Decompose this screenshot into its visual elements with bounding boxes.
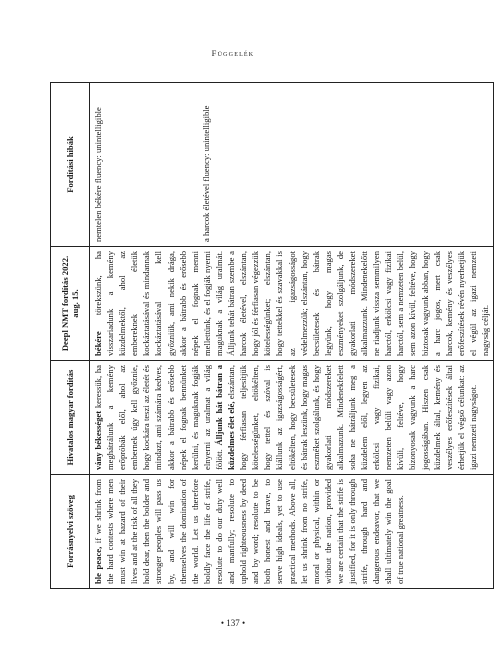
cell-translation-errors	[90, 83, 494, 247]
header-official-translation: Hivatalos magyar fordítás	[51, 361, 90, 475]
cell-source-text	[90, 475, 494, 589]
source-lead: ble peace,	[93, 546, 103, 584]
official-lead-2: Álljunk hát bátran a küzdelmes élet elé,	[213, 365, 237, 470]
deepl-body: törekszünk, ha visszariadunk a kemény küzdelmektől, ahol az embereknek életük kockáztatásával és mindannak kockáztatásával kell győzniük, ami nekik drága, akkor a bátrabb és erősebb népek el fognak menni mellettünk, és el fogják nyerni maguknak a világ uralmát. Álljunk tehát bátran szembe a harcok életével, elszántan, hogy jól és férfiasan végezzük kötelességünket; elszántan, hogy tettekkel és szavakkal is az igazságosságot védelmezzük; elszántan, hogy becsületesek és bátrak legyünk, hogy magas eszményeket szolgáljunk, de gyakorlati módszereket alkalmazzunk. Mindenekelőtt ne riadjunk vissza semmilyen harctól, erkölcsi vagy fizikai harctól, sem a nemzeten belül, sem azon kívül, feltéve, hogy biztosak vagyunk abban, hogy a harc jogos, mert csak harcok, kemény és veszélyes erőfeszítések révén nyerhetjük el végül az igazi nemzeti nagyság célját.	[93, 251, 490, 356]
rotated-table-container	[50, 83, 490, 589]
cell-deepl-translation	[90, 247, 494, 361]
page-number: • 137 •	[220, 618, 246, 628]
cell-official-translation	[90, 361, 494, 475]
header-deepl-translation: Deepl NMT fordítás 2022. aug. 15.	[51, 247, 90, 361]
source-body: if we shrink from the hard contests where men must win at hazard of their lives and at the risk of all they hold dear, then the bolder and stronger peoples will pass us by, and will win for themselves the domination of the world. Let us therefore boldly face the life of strife, resolute to do our duty well and manfully; resolute to uphold righteousness by deed and by word; resolute to be both honest and brave, to serve high ideals, yet to use practical methods. Above all, let us shrink from no strife, moral or physical, within or without the nation, provided we are certain that the strife is justified, for it is only through strife, through hard and dangerous endeavor, that we shall ultimately win the goal of true national greatness.	[93, 479, 406, 584]
table-header-row	[51, 83, 90, 589]
header-source-text: Forrásnyelvi szöveg	[51, 475, 90, 589]
error-note-1: nemtelen békére fluency: unintelligible	[93, 107, 103, 242]
header-translation-errors: Fordítási hibák	[51, 83, 90, 247]
table-row	[90, 83, 494, 589]
official-body-2: elszántan, hogy férfiasan teljesítjük kötelességünket, eltökélten, hogy tettel és szóval is kiállunk az igazságosságért, eltökélten, hogy becsületesek és bátrak leszünk, hogy magas eszméket szolgálunk, és hogy gyakorlati módszereket alkalmazunk. Mindenekfelett soha ne hátráljunk meg a küzdelem elől, legyen az erkölcsi vagy fizikai, nemzeten belüli vagy azon kívüli, feltéve, hogy bizonyosak vagyunk a harc jogosságában. Hiszen csak küzdelmek által, kemény és veszélyes erőfeszítések által érhetjük el végső célunkat: az igazi nemzeti nagyságot.	[226, 365, 478, 470]
comparison-table	[50, 82, 494, 589]
running-header: Függelék	[211, 48, 255, 58]
deepl-lead: békére	[93, 331, 103, 356]
error-note-2: a harcok életével fluency: unintelligible	[201, 105, 212, 242]
official-lead-1: vány békességet	[93, 410, 103, 470]
official-body-1: keressük, ha meghátrálunk a kemény erőpróbák elől, ahol az embernek úgy kell győznie, hogy kockára teszi az életét és mindazt, ami számára kedves, akkor a bátrabb és erősebb népek el fognak bennünket kerülni, és maguknak fogják elnyerni az uralmat a világ fölött.	[93, 365, 224, 470]
